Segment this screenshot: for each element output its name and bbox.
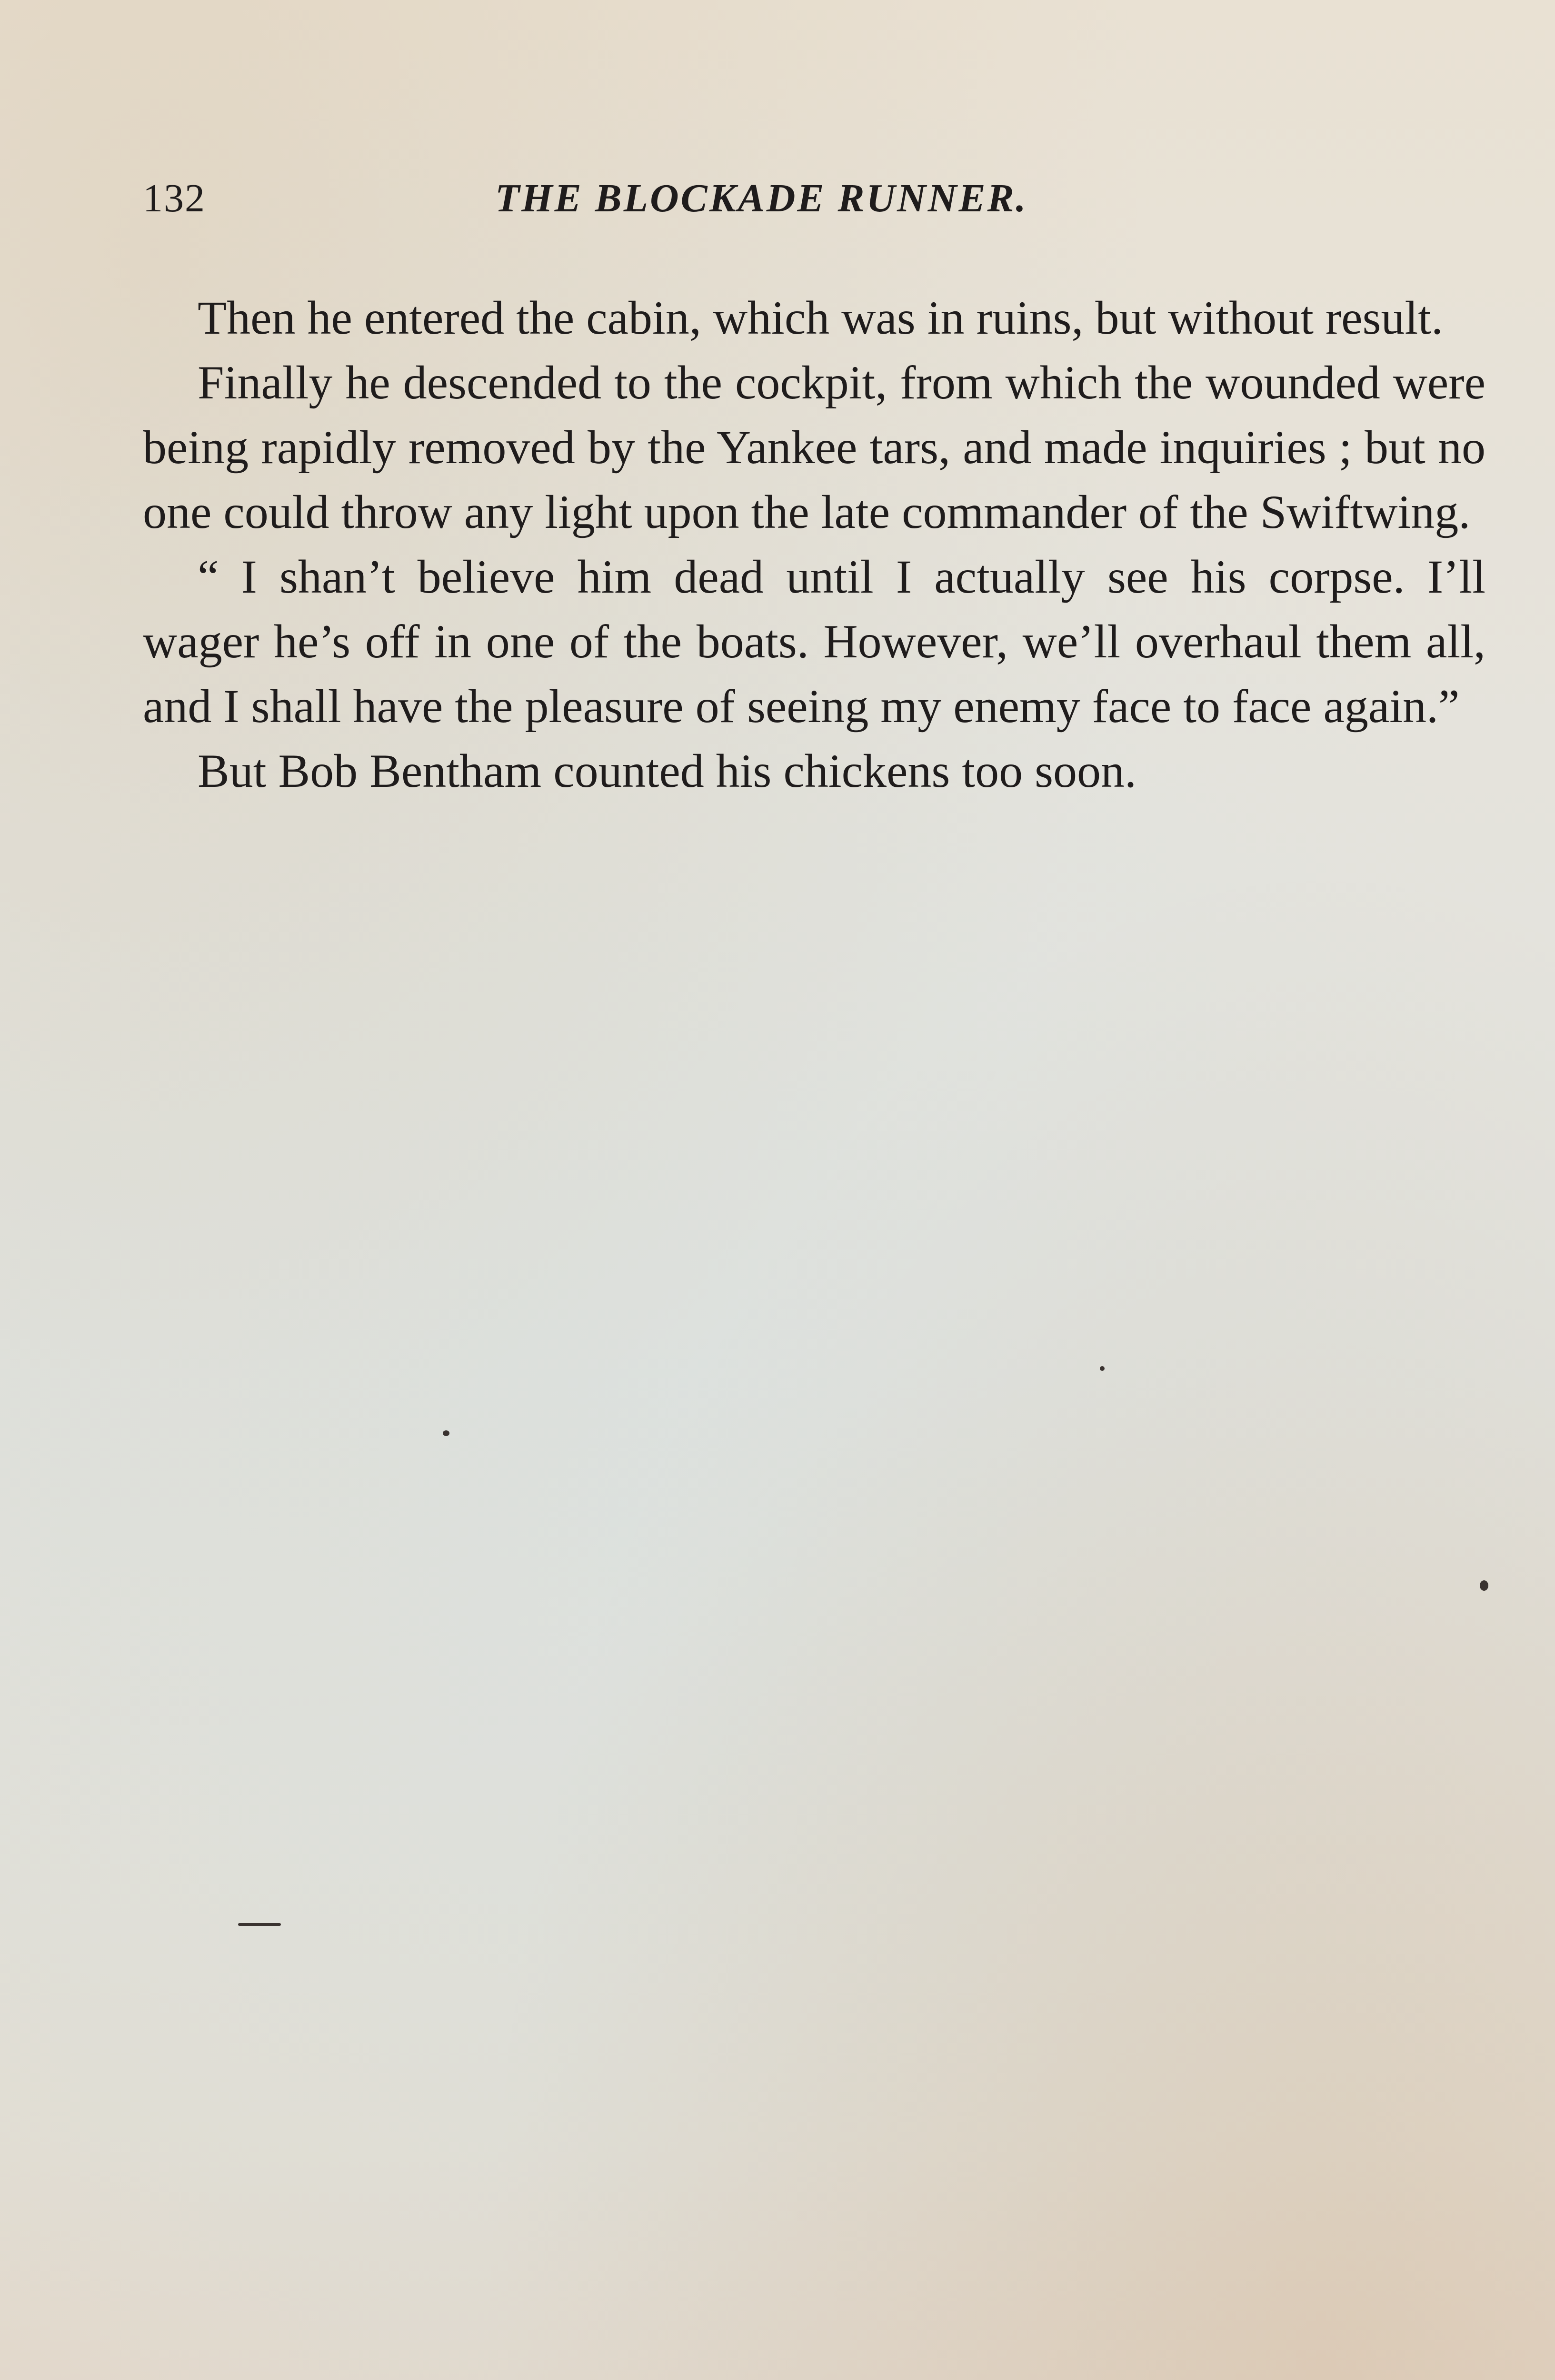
page-number: 132 <box>143 176 206 220</box>
paragraph: Then he entered the cabin, which was in ruins, but without result. <box>198 291 1444 344</box>
body-text <box>143 286 1485 803</box>
paragraph: Finally he descended to the cockpit, from which the wounded were being rapidly removed by the Yankee tars, and made inquiries ; but no one could throw any light upon the late commander of the Swiftwing. <box>143 356 1485 538</box>
paragraph: “ I shan’t believe him dead until I actually see his corpse. I’ll wager he’s off in one of the boats. However, we’ll overhaul them all, and I shall have the pleasure of seeing my enemy face to face again.” <box>143 550 1485 733</box>
paper-speck <box>443 1430 449 1436</box>
page-header <box>143 175 1412 228</box>
paper-speck <box>238 1923 281 1926</box>
paper-speck <box>1480 1580 1488 1591</box>
paper-speck <box>1100 1366 1105 1371</box>
running-title: THE BLOCKADE RUNNER. <box>495 176 1028 220</box>
paragraph: But Bob Bentham counted his chickens too soon. <box>198 744 1137 797</box>
